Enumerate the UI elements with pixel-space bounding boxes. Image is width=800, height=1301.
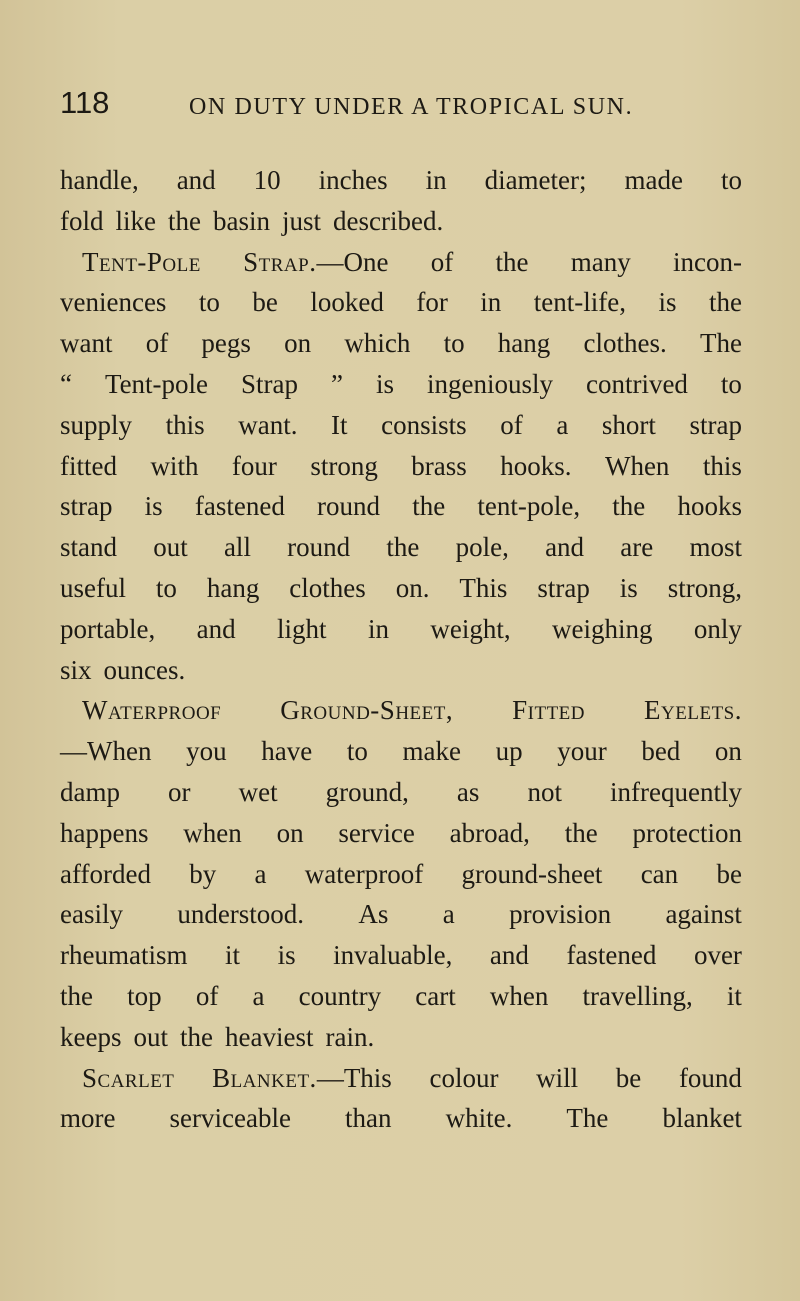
word: blanket bbox=[662, 1103, 742, 1134]
word: made bbox=[624, 165, 683, 195]
word: than bbox=[345, 1103, 392, 1134]
word: inches bbox=[318, 165, 388, 195]
word: on bbox=[276, 817, 304, 848]
text-line bbox=[60, 364, 742, 405]
word: round bbox=[287, 532, 351, 563]
word: weighing bbox=[552, 613, 653, 644]
word: are bbox=[620, 532, 654, 563]
word: your bbox=[557, 736, 607, 767]
word: over bbox=[693, 940, 742, 971]
word: make bbox=[402, 736, 461, 767]
word: Strap.—One bbox=[243, 246, 389, 277]
word: handle, bbox=[60, 165, 139, 195]
word: or bbox=[168, 776, 191, 807]
word: Tent-pole bbox=[104, 368, 209, 399]
word: the bbox=[386, 532, 420, 563]
word: —When bbox=[60, 736, 152, 767]
word: consists bbox=[381, 409, 467, 440]
word: a bbox=[556, 409, 569, 440]
text-line bbox=[60, 405, 742, 446]
word: happens bbox=[60, 817, 149, 848]
word: in bbox=[480, 287, 502, 318]
text-line bbox=[60, 854, 742, 895]
word: of bbox=[195, 980, 219, 1011]
word: Eyelets. bbox=[644, 695, 742, 726]
word: hooks bbox=[677, 491, 742, 522]
word: provision bbox=[509, 899, 612, 930]
text-line bbox=[60, 282, 742, 323]
word: is bbox=[277, 940, 296, 971]
word: will bbox=[536, 1062, 579, 1093]
word: The bbox=[566, 1103, 609, 1134]
word: described. bbox=[333, 205, 444, 236]
word: fastened bbox=[566, 940, 657, 971]
word: to bbox=[198, 287, 220, 318]
word: out bbox=[133, 1021, 168, 1052]
word: is bbox=[375, 368, 394, 399]
word: you bbox=[186, 736, 227, 767]
word: up bbox=[495, 736, 523, 767]
word: the bbox=[60, 980, 93, 1011]
word: on bbox=[284, 328, 312, 359]
word: ” bbox=[331, 368, 343, 399]
word: clothes. bbox=[583, 328, 667, 359]
word: this bbox=[702, 450, 742, 481]
word: ingeniously bbox=[426, 368, 553, 399]
word: be bbox=[615, 1062, 642, 1093]
word: the bbox=[612, 491, 646, 522]
word: not bbox=[527, 776, 562, 807]
word: tent-life, bbox=[533, 287, 626, 318]
text-line bbox=[60, 650, 742, 691]
word: When bbox=[604, 450, 670, 481]
text-line bbox=[60, 935, 742, 976]
word: fold bbox=[60, 205, 104, 236]
word: incon- bbox=[672, 246, 742, 277]
text-line bbox=[60, 1058, 742, 1099]
word: the bbox=[180, 1021, 213, 1052]
word: rain. bbox=[325, 1021, 375, 1052]
word: hang bbox=[206, 572, 260, 603]
word: when bbox=[183, 817, 242, 848]
word: when bbox=[489, 980, 549, 1011]
word: as bbox=[456, 776, 480, 807]
page-number: 118 bbox=[60, 85, 110, 120]
word: light bbox=[277, 613, 327, 644]
word: is bbox=[619, 572, 638, 603]
word: in bbox=[425, 165, 447, 195]
word: white. bbox=[445, 1103, 513, 1134]
word: only bbox=[693, 613, 742, 644]
word: a bbox=[252, 980, 265, 1011]
word: of bbox=[145, 328, 169, 359]
text-line bbox=[60, 201, 742, 242]
word: tent-pole, bbox=[477, 491, 581, 522]
word: on. bbox=[395, 572, 430, 603]
word: damp bbox=[60, 776, 120, 807]
word: many bbox=[570, 246, 631, 277]
text-line bbox=[60, 772, 742, 813]
word: useful bbox=[60, 572, 126, 603]
word: a bbox=[442, 899, 455, 930]
word: be bbox=[716, 858, 742, 889]
word: As bbox=[358, 899, 389, 930]
word: fastened bbox=[194, 491, 285, 522]
word: is bbox=[658, 287, 677, 318]
word: bed bbox=[641, 736, 681, 767]
word: strap bbox=[689, 409, 742, 440]
word: diameter; bbox=[484, 165, 587, 195]
word: the bbox=[168, 205, 201, 236]
word: keeps bbox=[60, 1021, 122, 1052]
word: want bbox=[60, 328, 113, 359]
word: it bbox=[726, 980, 742, 1011]
word: This bbox=[459, 572, 508, 603]
word: most bbox=[689, 532, 742, 563]
word: in bbox=[367, 613, 389, 644]
word: of bbox=[500, 409, 523, 440]
text-line bbox=[60, 976, 742, 1017]
text-line bbox=[60, 731, 742, 772]
text-line bbox=[60, 568, 742, 609]
word: hooks. bbox=[500, 450, 572, 481]
word: Tent-Pole bbox=[82, 246, 201, 277]
word: have bbox=[261, 736, 313, 767]
word: rheumatism bbox=[60, 940, 188, 971]
word: serviceable bbox=[169, 1103, 291, 1134]
text-line bbox=[60, 813, 742, 854]
word: just bbox=[282, 205, 322, 236]
word: country bbox=[298, 980, 382, 1011]
text-line bbox=[60, 160, 742, 201]
word: Blanket.—This bbox=[212, 1062, 392, 1093]
word: top bbox=[127, 980, 162, 1011]
word: to bbox=[720, 165, 742, 195]
word: to bbox=[443, 328, 465, 359]
word: pegs bbox=[201, 328, 251, 359]
word: by bbox=[189, 858, 217, 889]
word: portable, bbox=[60, 613, 156, 644]
word: round bbox=[317, 491, 381, 522]
word: all bbox=[223, 532, 251, 563]
word: short bbox=[601, 409, 656, 440]
word: service bbox=[338, 817, 415, 848]
word: can bbox=[640, 858, 679, 889]
word: clothes bbox=[289, 572, 366, 603]
word: six bbox=[60, 654, 92, 685]
word: protection bbox=[632, 817, 742, 848]
word: ground, bbox=[325, 776, 409, 807]
word: abroad, bbox=[449, 817, 530, 848]
word: strap bbox=[60, 491, 113, 522]
word: travelling, bbox=[582, 980, 693, 1011]
word: for bbox=[416, 287, 448, 318]
word: four bbox=[231, 450, 277, 481]
text-line bbox=[60, 527, 742, 568]
word: colour bbox=[429, 1062, 499, 1093]
word: The bbox=[699, 328, 742, 359]
text-line bbox=[60, 1098, 742, 1139]
word: this bbox=[165, 409, 205, 440]
word: It bbox=[331, 409, 348, 440]
word: out bbox=[153, 532, 188, 563]
word: strap bbox=[537, 572, 590, 603]
word: to bbox=[720, 368, 742, 399]
word: Ground-Sheet, bbox=[280, 695, 454, 726]
word: ounces. bbox=[103, 654, 186, 685]
word: Strap bbox=[241, 368, 299, 399]
word: fitted bbox=[60, 450, 117, 481]
word: and bbox=[196, 613, 236, 644]
text-line bbox=[60, 323, 742, 364]
word: supply bbox=[60, 409, 133, 440]
word: Scarlet bbox=[82, 1062, 175, 1093]
word: easily bbox=[60, 899, 123, 930]
text-line bbox=[60, 486, 742, 527]
word: infrequently bbox=[610, 776, 742, 807]
text-line bbox=[60, 1017, 742, 1058]
text-line bbox=[60, 894, 742, 935]
word: “ bbox=[60, 368, 72, 399]
text-line bbox=[60, 609, 742, 650]
word: understood. bbox=[177, 899, 305, 930]
word: waterproof bbox=[304, 858, 424, 889]
word: veniences bbox=[60, 287, 167, 318]
word: and bbox=[545, 532, 585, 563]
word: basin bbox=[213, 205, 270, 236]
text-line bbox=[60, 242, 742, 283]
word: looked bbox=[310, 287, 384, 318]
text-line bbox=[60, 690, 742, 731]
word: ground-sheet bbox=[461, 858, 603, 889]
word: and bbox=[489, 940, 529, 971]
word: the bbox=[564, 817, 598, 848]
word: to bbox=[346, 736, 368, 767]
word: a bbox=[254, 858, 267, 889]
word: found bbox=[678, 1062, 742, 1093]
word: Waterproof bbox=[82, 695, 222, 726]
word: afforded bbox=[60, 858, 151, 889]
page-header bbox=[60, 86, 760, 126]
word: contrived bbox=[585, 368, 688, 399]
word: want. bbox=[238, 409, 298, 440]
word: brass bbox=[411, 450, 467, 481]
word: heaviest bbox=[225, 1021, 314, 1052]
text-line bbox=[60, 446, 742, 487]
word: stand bbox=[60, 532, 117, 563]
word: against bbox=[665, 899, 742, 930]
word: of bbox=[430, 246, 454, 277]
word: wet bbox=[238, 776, 278, 807]
word: more bbox=[60, 1103, 116, 1134]
word: cart bbox=[415, 980, 456, 1011]
word: which bbox=[344, 328, 411, 359]
word: hang bbox=[497, 328, 551, 359]
word: be bbox=[252, 287, 278, 318]
running-head: ON DUTY UNDER A TROPICAL SUN. bbox=[189, 94, 634, 120]
word: the bbox=[708, 287, 742, 318]
word: and bbox=[176, 165, 216, 195]
word: strong bbox=[310, 450, 378, 481]
body-text bbox=[60, 160, 742, 1139]
word: like bbox=[115, 205, 156, 236]
word: strong, bbox=[667, 572, 742, 603]
word: it bbox=[225, 940, 241, 971]
word: is bbox=[144, 491, 163, 522]
word: the bbox=[495, 246, 529, 277]
word: weight, bbox=[430, 613, 511, 644]
word: Fitted bbox=[512, 695, 586, 726]
word: pole, bbox=[455, 532, 509, 563]
word: the bbox=[412, 491, 446, 522]
word: to bbox=[155, 572, 177, 603]
word: invaluable, bbox=[333, 940, 453, 971]
word: with bbox=[150, 450, 199, 481]
word: on bbox=[714, 736, 742, 767]
word: 10 bbox=[253, 165, 281, 195]
